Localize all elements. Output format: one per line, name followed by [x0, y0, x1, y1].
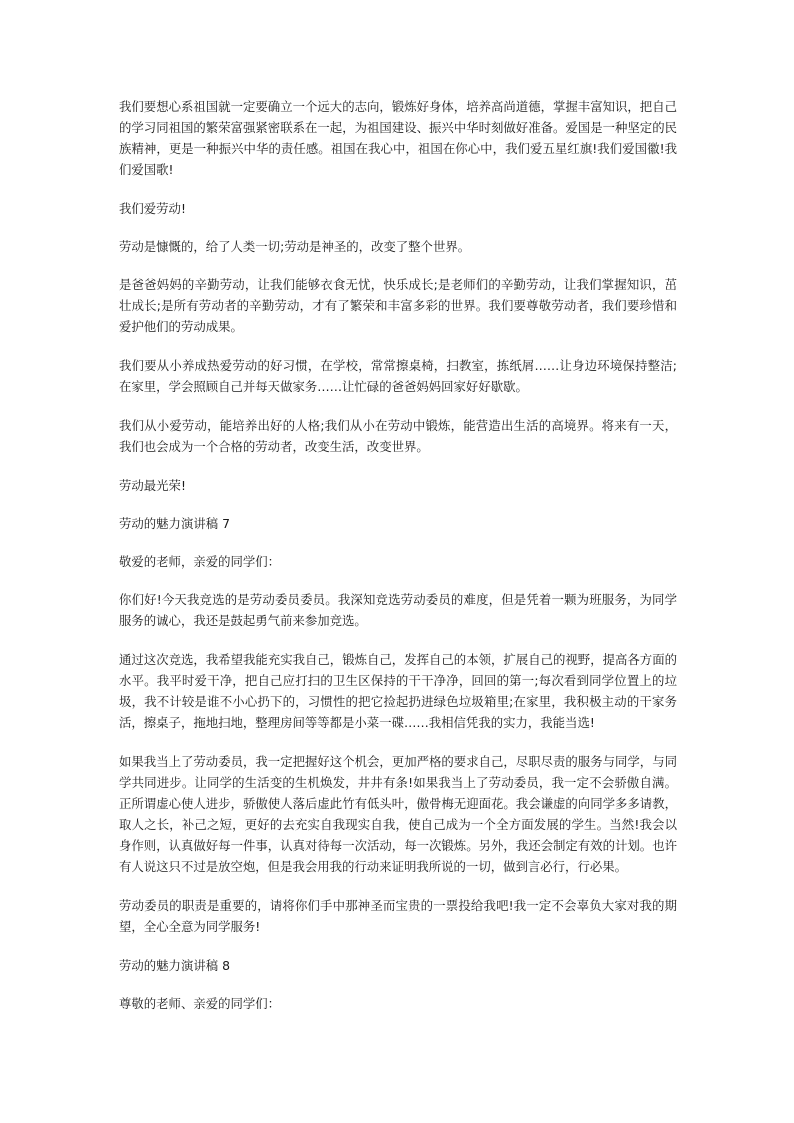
section-heading-8: 劳动的魅力演讲稿 8: [119, 958, 230, 973]
paragraph-personality: 我们从小爱劳动，能培养出好的人格;我们从小在劳动中锻炼，能营造出生活的高境界。将来有一天，我们也会成为一个合格的劳动者，改变生活，改变世界。: [119, 418, 677, 454]
paragraph-campaign-goals: 通过这次竞选，我希望我能充实我自己，锻炼自己，发挥自己的本领，扩展自己的视野，提高各方面的水平。我平时爱干净，把自己应打扫的卫生区保持的干干净净，回回的第一;每次看到同学位置上的垃圾，我不计较是谁不小心扔下的，习惯性的把它捡起扔进绿色垃圾箱里;在家里，我积极主动的干家务活，擦桌子，拖地扫地，整理房间等等都是小菜一碟……我相信凭我的实力，我能当选!: [119, 652, 677, 730]
paragraph-good-habits: 我们要从小养成热爱劳动的好习惯，在学校，常常擦桌椅，扫教室，拣纸屑……让身边环境保持整洁;在家里，学会照顾自己并每天做家务……让忙碌的爸爸妈妈回家好好歇歇。: [119, 358, 677, 394]
paragraph-campaign-intro: 你们好!今天我竞选的是劳动委员委员。我深知竞选劳动委员的难度，但是凭着一颗为班服务，为同学服务的诚心，我还是鼓起勇气前来参加竞选。: [119, 592, 677, 628]
paragraph-labor-glorious: 劳动最光荣!: [119, 478, 186, 493]
paragraph-parents-teachers: 是爸爸妈妈的辛勤劳动，让我们能够衣食无忧，快乐成长;是老师们的辛勤劳动，让我们掌握知识，茁壮成长;是所有劳动者的辛勤劳动，才有了繁荣和丰富多彩的世界。我们要尊敬劳动者，我们要珍惜和爱护他们的劳动成果。: [119, 277, 677, 334]
salutation-8: 尊敬的老师、亲爱的同学们：: [119, 996, 281, 1011]
paragraph-love-labor: 我们爱劳动!: [119, 201, 186, 216]
section-heading-7: 劳动的魅力演讲稿 7: [119, 516, 230, 531]
paragraph-patriotism: 我们要想心系祖国就一定要确立一个远大的志向，锻炼好身体，培养高尚道德，掌握丰富知识，把自己的学习同祖国的繁荣富强紧密联系在一起，为祖国建设、振兴中华时刻做好准备。爱国是一种坚定的民族精神，更是一种振兴中华的责任感。祖国在我心中，祖国在你心中，我们爱五星红旗!我们爱国徽!我们爱国歌!: [119, 99, 677, 177]
salutation-7: 敬爱的老师，亲爱的同学们：: [119, 554, 281, 569]
document-body: [119, 96, 677, 1031]
paragraph-campaign-promise: 如果我当上了劳动委员，我一定把握好这个机会，更加严格的要求自己，尽职尽责的服务与同学，与同学共同进步。让同学的生活变的生机焕发，井井有条!如果我当上了劳动委员，我一定不会骄傲自满。正所谓虚心使人进步，骄傲使人落后虚此竹有低头叶，傲骨梅无迎面花。我会谦虚的向同学多多请教，取人之长，补己之短，更好的去充实自我现实自我，使自己成为一个全方面发展的学生。当然!我会以身作则，认真做好每一件事，认真对待每一次活动，每一次锻炼。另外，我还会制定有效的计划。也许有人说这只不过是放空炮，但是我会用我的行动来证明我所说的一切，做到言必行，行必果。: [119, 754, 677, 874]
paragraph-vote-request: 劳动委员的职责是重要的，请将你们手中那神圣而宝贵的一票投给我吧!我一定不会辜负大家对我的期望，全心全意为同学服务!: [119, 898, 677, 934]
paragraph-labor-generous: 劳动是慷慨的，给了人类一切;劳动是神圣的，改变了整个世界。: [119, 239, 471, 254]
